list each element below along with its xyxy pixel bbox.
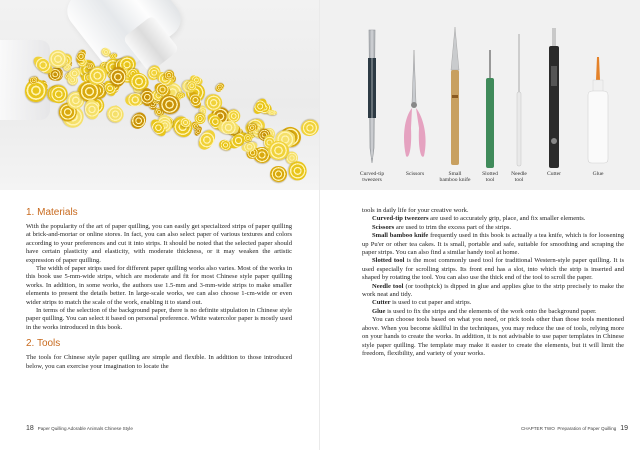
tool-desc-tweezers: Curved-tip tweezers are used to accurately grip, place, and fix smaller elements. bbox=[372, 215, 586, 223]
tools-closing-paragraph: You can choose tools based on what you need, or pick tools other than those tools mentioned above. When you become skillful in the techniques, you may reduce the use of tools, relying more on your hands to create the works. In addition, it is not advisable to use paper templates in Chinese style paper quilling. The template may make it easier to create the elements, but it will limit the freedom, flexibility, and variety of your works. bbox=[362, 316, 624, 357]
label-slotted-tool: Slotted tool bbox=[482, 171, 498, 184]
tool-desc-glue: Glue is used to fix the strips and the elements of the work onto the background paper. bbox=[372, 307, 597, 315]
right-footer bbox=[521, 425, 628, 432]
scissors-icon bbox=[400, 48, 430, 168]
materials-paragraph-1: With the popularity of the art of paper quilling, you can easily get specialized strips of paper quilling at brick-and-mortar or online stores. In fact, you can also select paper of various textures and colors according to your preferences and cut it into strips. It should be noted that the selected paper should have certain plasticity and elasticity, with moderate thickness, or it may weaken the artistic expression of paper quilling. bbox=[26, 223, 292, 264]
label-needle-tool: Needle tool bbox=[511, 171, 527, 184]
right-text-column bbox=[362, 207, 624, 358]
tool-desc-bamboo-knife: Small bamboo knife frequently used in this book is actually a tea knife, which is for loosening up Pu'er or other tea cakes. It is small, portable and safe, suitable for smoothing and scraping the paper strips. You can also find a similar handy tool at home. bbox=[362, 232, 625, 257]
paper-coil bbox=[128, 110, 149, 132]
paper-coil bbox=[187, 80, 196, 92]
paper-coil bbox=[269, 165, 289, 185]
tweezers-icon bbox=[364, 28, 380, 168]
quilling-coils-photo bbox=[0, 0, 320, 190]
materials-paragraph-2: The width of paper strips used for different paper quilling works also varies. Most of the works in this book use 5-mm-wide strips, which are moderate and fit for most Chinese style paper quilling works. In addition, in some works, the authors use 1.5-mm and 3-mm-wide strips to make smaller elements to present the details better. In large-scale works, we can also choose 1-cm-wide or even wider strips to match the scale of the work, enabling it to stand out. bbox=[26, 265, 292, 306]
left-text-column bbox=[26, 207, 292, 371]
chapter-title-footer: Preparation of Paper Quilling bbox=[557, 426, 617, 431]
cutter-icon bbox=[544, 26, 564, 172]
page-number-left: 18 bbox=[26, 425, 34, 432]
book-title-footer: Paper Quilling Adorable Animals Chinese Style bbox=[37, 426, 133, 431]
materials-paragraph-3: In terms of the selection of the background paper, there is no definite stipulation in Chinese style paper quilling. You can select it based on personal preference. White watercolor paper is mostly used in the works introduced in this book. bbox=[26, 307, 292, 331]
right-page bbox=[320, 0, 640, 450]
paper-coil bbox=[299, 117, 320, 138]
label-bamboo-knife: Small bamboo knife bbox=[439, 171, 471, 184]
bamboo-knife-icon bbox=[447, 25, 463, 170]
page-number-right: 19 bbox=[620, 425, 628, 432]
paper-coil bbox=[288, 161, 306, 181]
tool-desc-slotted-tool: Slotted tool is the most commonly used tool for traditional Western-style paper quilling. It is used especially for scrolling strips. Its front end has a slot, into which the strip is inserted and shaped by rotating the tool. You can also use the thick end of the tool to scroll the paper. bbox=[362, 257, 625, 282]
chapter-label: CHAPTER TWO bbox=[520, 426, 555, 431]
label-glue: Glue bbox=[592, 171, 604, 177]
label-scissors: Scissors bbox=[405, 171, 425, 177]
materials-heading: 1. Materials bbox=[26, 207, 78, 218]
left-footer bbox=[26, 425, 133, 432]
paper-coil bbox=[267, 109, 277, 115]
tool-desc-scissors: Scissors are used to trim the excess part of the strips. bbox=[372, 223, 512, 231]
tools-photo bbox=[320, 0, 640, 190]
tools-intro-continued: tools in daily life for your creative work. bbox=[362, 207, 469, 214]
needle-tool-icon bbox=[514, 32, 524, 170]
tools-paragraph: The tools for Chinese style paper quilling are simple and flexible. In addition to those introduced below, you can exercise your imagination to locate the bbox=[26, 354, 292, 370]
tool-desc-needle-tool: Needle tool (or toothpick) is dipped in glue and applies glue to the strip precisely to make the work neat and tidy. bbox=[362, 282, 624, 299]
tool-desc-cutter: Cutter is used to cut paper and strips. bbox=[372, 299, 472, 307]
label-tweezers: Curved-tip tweezers bbox=[359, 171, 385, 184]
slotted-tool-icon bbox=[483, 48, 497, 170]
glue-bottle-icon bbox=[584, 55, 612, 165]
label-cutter: Cutter bbox=[547, 171, 561, 177]
paper-coil bbox=[104, 102, 127, 125]
tools-heading: 2. Tools bbox=[26, 338, 61, 350]
paper-coil bbox=[214, 82, 226, 94]
